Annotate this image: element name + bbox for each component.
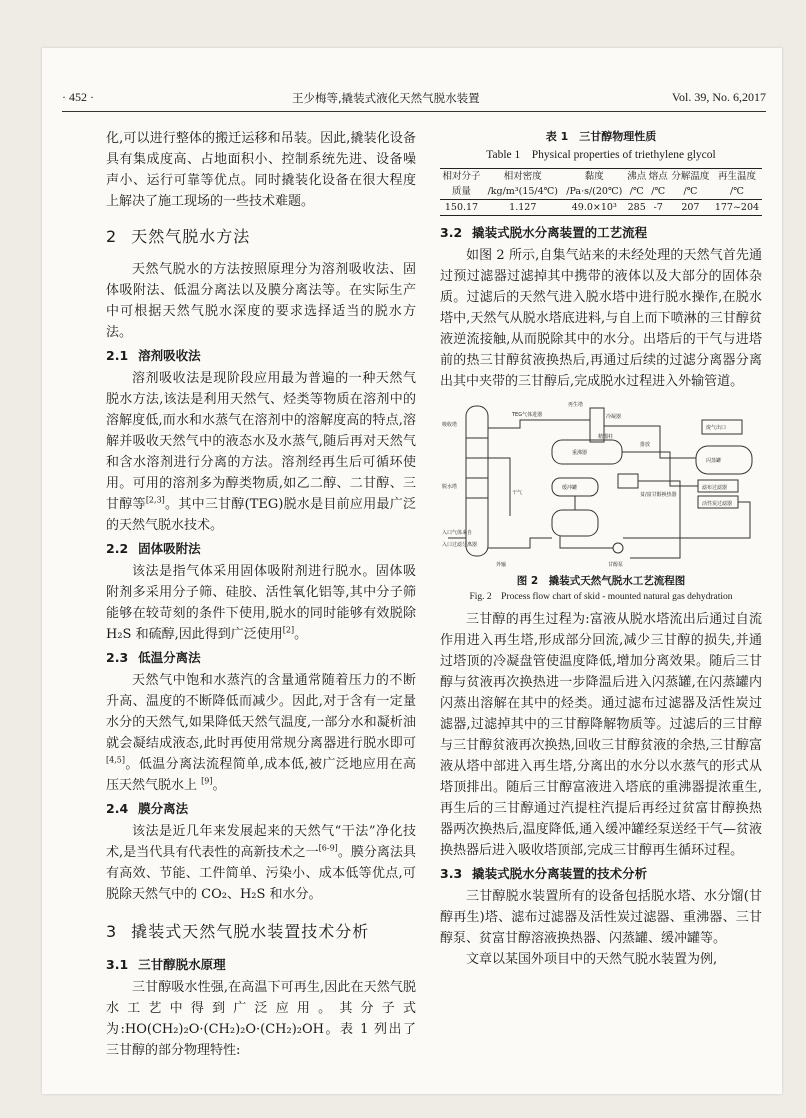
section-2-4-heading: 2.4 膜分离法: [106, 801, 189, 816]
section-3-heading: 3 撬装式天然气脱水装置技术分析: [106, 922, 370, 941]
section-2-2-paragraph: 该法是指气体采用固体吸附剂进行脱水。固体吸附剂多采用分子筛、硅胶、活性氧化铝等,其中分子筛能够在较苛刻的条件下使用,脱水的同时能够有效脱除 H₂S 和硫醇,因此得到广泛使用[2]。: [106, 564, 416, 642]
section-2-4-paragraph: 该法是近几年来发展起来的天然气“干法”净化技术,是当代具有代表性的高新技术之一[6-9]。膜分离法具有高效、节能、工件简单、污染小、成本低等优点,可脱除天然气中的 CO₂、H₂S 和水分。: [106, 824, 416, 902]
citation: [2,3]: [145, 495, 165, 505]
svg-text:贫/富甘醇换热器: 贫/富甘醇换热器: [640, 492, 677, 498]
section-3-1-paragraph: 三甘醇吸水性强,在高温下可再生,因此在天然气脱水工艺中得到广泛应用。其分子式为:HO(CH₂)₂O·(CH₂)₂O·(CH₂)₂OH。表 1 列出了三甘醇的部分物理特性:: [106, 980, 416, 1058]
svg-text:缓冲罐: 缓冲罐: [562, 485, 578, 491]
svg-text:再生塔: 再生塔: [568, 402, 584, 408]
header-rule: [62, 111, 766, 112]
section-2-3-paragraph: 天然气中饱和水蒸汽的含量通常随着压力的不断升高、温度的不断降低而减少。因此,对于含有一定量水分的天然气,如果降低天然气温度,一部分水和凝析油就会凝结成液态,此时再使用常规分离器进行脱水即可[4,5]。低温分离法流程简单,成本低,被广泛地应用在高压天然气脱水上 [9]。: [106, 673, 416, 793]
figure-2-caption-cn: 图 2 撬装式天然气脱水工艺流程图: [516, 575, 686, 587]
svg-text:重沸器: 重沸器: [572, 450, 588, 456]
section-2-1-paragraph: 溶剂吸收法是现阶段应用最为普遍的一种天然气脱水方法,该法是利用天然气、烃类等物质在溶剂中的溶解度低,而水和水蒸气在溶剂中的溶解度高的特点,溶解并吸收天然气中的液态水及水蒸气,随后再对天然气和含水溶剂进行分离的方法。溶剂经再生后可循环使用。可用的溶剂多为醇类物质,如乙二醇、二甘醇、三甘醇等[2,3]。其中三甘醇(TEG)脱水是目前应用最广泛的天然气脱水技术。: [106, 371, 416, 533]
svg-text:排放: 排放: [640, 442, 651, 448]
table-header-row: 质量 /kg/m³(15/4℃) /Pa·s/(20℃) /℃ /℃ /℃ /℃: [440, 184, 762, 200]
table-1-caption-cn: 表 1 三甘醇物理性质: [545, 130, 657, 143]
citation: [9]: [201, 776, 213, 786]
svg-text:活性炭过滤器: 活性炭过滤器: [702, 501, 733, 507]
closing-paragraph: 文章以某国外项目中的天然气脱水装置为例,: [466, 952, 718, 967]
section-3-2-paragraph: 如图 2 所示,自集气站来的未经处理的天然气首先通过预过滤器过滤掉其中携带的液体以及大部分的固体杂质。过滤后的天然气进入脱水塔中进行脱水操作,在脱水塔中,天然气从脱水塔底进料,与自上而下喷淋的三甘醇贫液逆流接触,从而脱除其中的水分。出塔后的干气与进塔前的热三甘醇贫液换热后,再通过后续的过滤分离器分离出其中夹带的三甘醇后,完成脱水过程进入外输管道。: [440, 248, 762, 389]
table-1: [440, 168, 762, 216]
process-flow-diagram: [440, 398, 762, 573]
buffer-tank: [552, 510, 598, 536]
right-column: [440, 128, 762, 970]
svg-text:TEG气体进器: TEG气体进器: [512, 412, 543, 418]
section-3-3-heading: 3.3 撬装式脱水分离装置的技术分析: [440, 866, 648, 881]
section-2-3-heading: 2.3 低温分离法: [106, 650, 201, 665]
svg-text:外输: 外输: [496, 562, 507, 568]
svg-text:精馏柱: 精馏柱: [598, 434, 614, 440]
svg-text:甘醇泵: 甘醇泵: [608, 562, 624, 568]
svg-text:闪蒸罐: 闪蒸罐: [706, 458, 722, 464]
table-header-row: 相对分子 相对密度 黏度 沸点 熔点 分解温度 再生温度: [440, 169, 762, 185]
section-3-3-paragraph: 三甘醇脱水装置所有的设备包括脱水塔、水分馏(甘醇再生)塔、滤布过滤器及活性炭过滤器、重沸器、三甘醇泵、贫富甘醇溶液换热器、闪蒸罐、缓冲罐等。: [440, 889, 762, 946]
citation: [4,5]: [106, 755, 125, 765]
svg-text:废气出口: 废气出口: [706, 425, 727, 431]
page-number: · 452 ·: [62, 90, 94, 104]
section-3-1-heading: 3.1 三甘醇脱水原理: [106, 957, 226, 972]
regeneration-paragraph: 三甘醇的再生过程为:富液从脱水塔流出后通过自流作用进入再生塔,形成部分回流,减少三甘醇的损失,并通过塔顶的冷凝盘管使温度降低,增加分离效果。随后三甘醇与贫液再次换热进一步降温后进入闪蒸罐,在闪蒸罐内闪蒸出溶解在其中的烃类。通过滤布过滤器及活性炭过滤器,过滤掉其中的三甘醇降解物质等。过滤后的三甘醇与三甘醇贫液再次换热,回收三甘醇贫液的余热,三甘醇富液从塔中部进入再生塔,分离出的水分以水蒸气的形式从塔顶排出。随后三甘醇富液进入塔底的重沸器提浓重生,再生后的三甘醇通过汽提柱汽提后再经过贫富甘醇换热器两次换热后,温度降低,通入缓冲罐经泵送经干气—贫液换热器后进入吸收塔顶部,完成三甘醇再生循环过程。: [440, 612, 762, 858]
section-2-1-heading: 2.1 溶剂吸收法: [106, 348, 201, 363]
table-1-caption-en: Table 1 Physical properties of triethylene glycol: [486, 149, 716, 161]
section-2-paragraph: 天然气脱水的方法按照原理分为溶剂吸收法、固体吸附法、低温分离法以及膜分离法等。在实际生产中可根据天然气脱水深度的要求选择适当的脱水方法。: [106, 262, 416, 340]
citation: [2]: [282, 625, 295, 635]
figure-2-process-flow: [440, 398, 762, 573]
svg-text:滤布过滤器: 滤布过滤器: [702, 485, 728, 491]
section-3-2-heading: 3.2 撬装式脱水分离装置的工艺流程: [440, 225, 648, 240]
svg-text:吸收塔: 吸收塔: [442, 422, 458, 428]
svg-text:入口过滤分离器: 入口过滤分离器: [442, 542, 478, 548]
left-column: [106, 128, 416, 1061]
citation: [6-9]: [318, 843, 338, 853]
figure-2-caption-en: Fig. 2 Process flow chart of skid - mounted natural gas dehydration: [469, 592, 733, 602]
section-2-2-heading: 2.2 固体吸附法: [106, 541, 201, 556]
table-row: 150.17 1.127 49.0×10³ 285 -7 207 177~204: [440, 200, 762, 216]
intro-paragraph: 化,可以进行整体的搬迁运移和吊装。因此,撬装化设备具有集成度高、占地面积小、控制系统先进、设备噪声小、运行可靠等优点。同时撬装化设备在很大程度上解决了施工现场的一些技术难题。: [106, 131, 416, 209]
running-title: 王少梅等,撬装式液化天然气脱水装置: [292, 91, 480, 105]
journal-volume: Vol. 39, No. 6,2017: [671, 90, 766, 104]
section-2-heading: 2 天然气脱水方法: [106, 227, 251, 246]
flash-drum: [696, 446, 752, 474]
svg-text:冷凝器: 冷凝器: [606, 414, 622, 420]
svg-text:干气: 干气: [512, 490, 523, 496]
svg-text:入口气体来自: 入口气体来自: [442, 530, 473, 536]
running-header: [62, 90, 766, 110]
svg-text:脱水塔: 脱水塔: [442, 484, 458, 490]
